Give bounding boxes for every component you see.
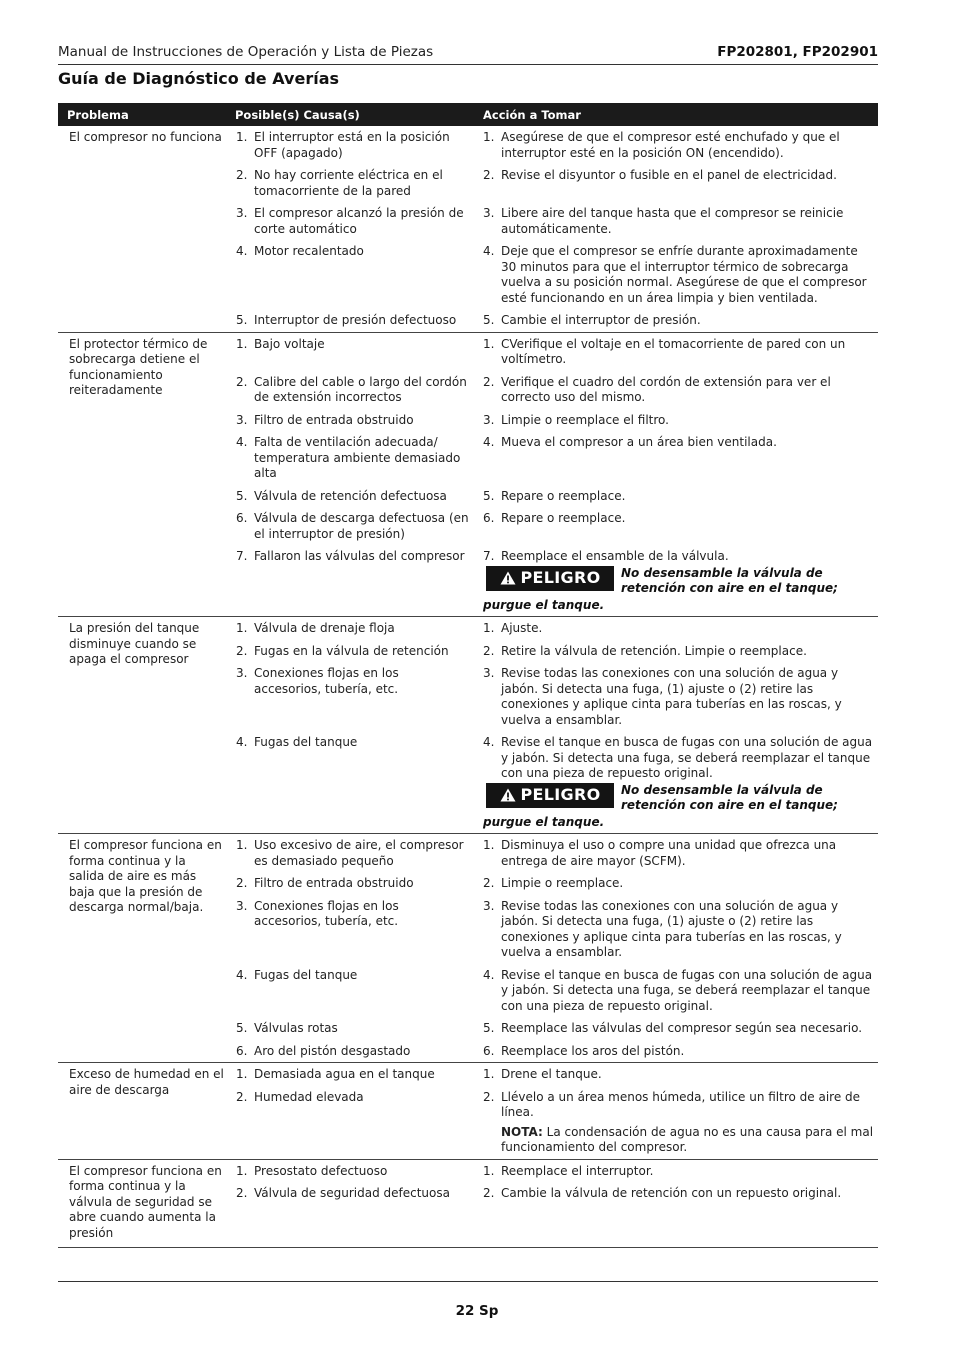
cause-text: Válvula de retención defectuosa	[254, 488, 447, 503]
action-cell	[483, 244, 878, 306]
table-row	[58, 511, 878, 542]
action-number: 1.	[483, 130, 495, 144]
danger-label: PELIGRO	[520, 568, 601, 588]
action-cell-content	[501, 206, 878, 237]
cause-number: 2.	[236, 643, 248, 658]
table-row	[58, 1044, 878, 1060]
cause-cell	[236, 511, 483, 542]
cause-text: Conexiones flojas en los accesorios, tubería, etc.	[254, 898, 399, 928]
model-numbers: FP202801, FP202901	[717, 44, 878, 60]
cause-cell	[236, 1044, 483, 1060]
danger-warning	[58, 566, 878, 614]
cause-number: 1.	[236, 621, 248, 635]
action-cell	[483, 168, 878, 199]
cause-cell	[236, 375, 483, 406]
cause-cell	[236, 313, 483, 329]
action-text: Cambie el interruptor de presión.	[501, 313, 701, 327]
action-number: 7.	[483, 549, 495, 563]
cause-number: 1.	[236, 1163, 248, 1178]
cause-number: 3.	[236, 898, 248, 913]
column-header-problem: Problema	[67, 107, 129, 122]
danger-warning	[58, 783, 878, 831]
action-cell	[483, 1044, 878, 1060]
cause-text: Fugas del tanque	[254, 735, 358, 749]
action-cell-content	[501, 838, 878, 869]
cause-cell	[236, 1164, 483, 1180]
cause-number: 6.	[236, 1043, 248, 1058]
problem-section	[58, 834, 878, 1063]
action-cell-content	[501, 337, 878, 368]
action-cell-content	[501, 168, 878, 199]
cause-cell	[236, 206, 483, 237]
cause-cell	[236, 244, 483, 306]
action-number: 3.	[483, 412, 495, 427]
cause-cell	[236, 435, 483, 482]
action-cell-content	[501, 130, 878, 161]
action-cell	[483, 1164, 878, 1180]
cause-cell	[236, 666, 483, 728]
action-cell	[483, 206, 878, 237]
table-row	[58, 549, 878, 565]
action-cell	[483, 375, 878, 406]
danger-text: No desensamble la válvula de retención con aire en el tanque;	[621, 782, 838, 812]
action-number: 5.	[483, 488, 495, 503]
action-number: 4.	[483, 435, 495, 449]
action-text: Revise todas las conexiones con una solución de agua y jabón. Si detecta una fuga, (1) ajuste o (2) retire las conexiones y aplique cinta para tuberías en las roscas, y vuelva a ensamblar.	[501, 666, 842, 727]
table-row	[58, 413, 878, 429]
problem-section	[58, 1160, 878, 1248]
cause-text: Fugas en la válvula de retención	[254, 643, 449, 658]
action-text: Asegúrese de que el compresor esté enchufado y que el interruptor esté en la posición ON (encendido).	[501, 130, 840, 160]
action-cell-content	[501, 244, 878, 306]
action-text: Mueva el compresor a un área bien ventilada.	[501, 435, 777, 449]
cause-text: El interruptor está en la posición OFF (apagado)	[254, 130, 450, 160]
action-text: Repare o reemplace.	[501, 511, 626, 525]
problem-section	[58, 617, 878, 834]
cause-number: 2.	[236, 168, 248, 182]
problem-text: El compresor funciona en forma continua y la válvula de seguridad se abre cuando aumenta la presión	[69, 1163, 222, 1240]
danger-text-continued: purgue el tanque.	[483, 597, 605, 612]
action-text: Revise el tanque en busca de fugas con una solución de agua y jabón. Si detecta una fuga, se deberá reemplazar el tanque con una pieza de repuesto original.	[501, 735, 873, 780]
action-cell	[483, 621, 878, 637]
cause-cell	[236, 1021, 483, 1037]
action-number: 1.	[483, 838, 495, 852]
cause-number: 5.	[236, 488, 248, 503]
action-cell	[483, 313, 878, 329]
cause-number: 2.	[236, 1186, 248, 1200]
action-text: Verifique el cuadro del cordón de extensión para ver el correcto uso del mismo.	[501, 374, 831, 404]
action-cell	[483, 876, 878, 892]
action-text: Reemplace el interruptor.	[501, 1163, 654, 1178]
action-text: Retire la válvula de retención. Limpie o reemplace.	[501, 643, 807, 658]
table-row	[58, 666, 878, 728]
cause-text: Válvula de seguridad defectuosa	[254, 1186, 450, 1200]
table-row	[58, 313, 878, 329]
cause-cell	[236, 735, 483, 782]
action-cell	[483, 1021, 878, 1037]
table-body	[58, 126, 878, 1248]
danger-text-continued: purgue el tanque.	[483, 814, 605, 829]
table-row	[58, 206, 878, 237]
action-number: 3.	[483, 666, 495, 680]
table-row	[58, 1021, 878, 1037]
page-title: Guía de Diagnóstico de Averías	[58, 69, 340, 88]
cause-text: Demasiada agua en el tanque	[254, 1067, 435, 1081]
cause-text: Fallaron las válvulas del compresor	[254, 549, 465, 563]
action-number: 2.	[483, 168, 495, 182]
action-cell-content	[501, 375, 878, 406]
action-cell	[483, 1090, 878, 1156]
action-cell	[483, 666, 878, 728]
action-text: Repare o reemplace.	[501, 488, 626, 503]
cause-number: 4.	[236, 967, 248, 982]
action-cell-content	[501, 313, 878, 329]
cause-number: 5.	[236, 313, 248, 327]
action-cell	[483, 435, 878, 482]
cause-cell	[236, 1067, 483, 1083]
cause-number: 3.	[236, 412, 248, 427]
action-number: 1.	[483, 1067, 495, 1081]
action-cell-content	[501, 644, 878, 660]
action-number: 6.	[483, 511, 495, 525]
cause-cell	[236, 644, 483, 660]
cause-text: No hay corriente eléctrica en el tomacorriente de la pared	[254, 168, 443, 198]
cause-text: Interruptor de presión defectuoso	[254, 313, 457, 327]
action-text: Reemplace las válvulas del compresor según sea necesario.	[501, 1021, 863, 1035]
action-text: Limpie o reemplace.	[501, 876, 624, 890]
action-cell	[483, 413, 878, 429]
cause-text: Humedad elevada	[254, 1089, 364, 1104]
action-cell-content	[501, 1090, 878, 1156]
cause-number: 2.	[236, 374, 248, 389]
page-number: 22 Sp	[455, 1303, 499, 1319]
action-cell	[483, 838, 878, 869]
cause-cell	[236, 549, 483, 565]
cause-number: 1.	[236, 1067, 248, 1081]
table-header	[58, 103, 878, 126]
action-number: 4.	[483, 967, 495, 982]
table-row	[58, 735, 878, 782]
action-number: 2.	[483, 1186, 495, 1200]
action-cell-content	[501, 876, 878, 892]
manual-title: Manual de Instrucciones de Operación y Lista de Piezas	[58, 44, 434, 60]
note-label: NOTA:	[501, 1124, 543, 1139]
table-row	[58, 968, 878, 1015]
cause-text: Calibre del cable o largo del cordón de extensión incorrectos	[254, 374, 467, 404]
cause-text: Bajo voltaje	[254, 336, 325, 351]
action-text: Limpie o reemplace el filtro.	[501, 412, 669, 427]
action-number: 5.	[483, 1021, 495, 1035]
action-cell-content	[501, 511, 878, 542]
cause-cell	[236, 968, 483, 1015]
action-cell-content	[501, 968, 878, 1015]
action-number: 3.	[483, 898, 495, 913]
action-cell-content	[501, 1186, 878, 1202]
danger-badge	[486, 783, 614, 808]
cause-number: 3.	[236, 206, 248, 220]
action-number: 2.	[483, 876, 495, 890]
cause-number: 7.	[236, 549, 248, 563]
cause-cell	[236, 168, 483, 199]
note	[501, 1125, 874, 1156]
action-text: Libere aire del tanque hasta que el compresor se reinicie automáticamente.	[501, 206, 844, 236]
action-number: 1.	[483, 336, 495, 351]
danger-text: No desensamble la válvula de retención con aire en el tanque;	[621, 565, 838, 595]
action-cell-content	[501, 1021, 878, 1037]
problem-text: El compresor no funciona	[69, 130, 222, 144]
cause-number: 3.	[236, 666, 248, 680]
action-text: Llévelo a un área menos húmeda, utilice un filtro de aire de línea.	[501, 1089, 861, 1119]
cause-cell	[236, 1186, 483, 1202]
cause-cell	[236, 130, 483, 161]
action-cell	[483, 549, 878, 565]
cause-text: Válvula de drenaje floja	[254, 621, 395, 635]
cause-cell	[236, 1090, 483, 1156]
action-number: 4.	[483, 735, 495, 749]
action-cell-content	[501, 1164, 878, 1180]
action-number: 3.	[483, 206, 495, 220]
action-text: Disminuya el uso o compre una unidad que ofrezca una entrega de aire mayor (SCFM).	[501, 838, 837, 868]
cause-text: Motor recalentado	[254, 244, 364, 258]
table-row	[58, 244, 878, 306]
cause-text: Válvula de descarga defectuosa (en el interruptor de presión)	[254, 511, 469, 541]
action-cell-content	[501, 549, 878, 565]
table-row	[58, 489, 878, 505]
action-number: 1.	[483, 621, 495, 635]
action-text: Reemplace los aros del pistón.	[501, 1043, 685, 1058]
action-number: 2.	[483, 374, 495, 389]
cause-number: 6.	[236, 511, 248, 525]
danger-badge	[486, 566, 614, 591]
action-cell	[483, 644, 878, 660]
column-header-action: Acción a Tomar	[483, 107, 581, 122]
cause-cell	[236, 899, 483, 961]
action-text: Revise el disyuntor o fusible en el panel de electricidad.	[501, 168, 837, 182]
cause-cell	[236, 489, 483, 505]
cause-text: Presostato defectuoso	[254, 1163, 388, 1178]
action-cell-content	[501, 413, 878, 429]
cause-text: Filtro de entrada obstruido	[254, 412, 414, 427]
action-cell	[483, 337, 878, 368]
action-cell	[483, 899, 878, 961]
cause-number: 5.	[236, 1021, 248, 1035]
action-cell	[483, 1067, 878, 1083]
cause-text: Aro del pistón desgastado	[254, 1043, 411, 1058]
action-text: CVerifique el voltaje en el tomacorriente de pared con un voltímetro.	[501, 336, 846, 366]
cause-cell	[236, 838, 483, 869]
cause-number: 1.	[236, 336, 248, 351]
problem-section	[58, 1063, 878, 1160]
action-cell-content	[501, 489, 878, 505]
warning-triangle-icon	[500, 788, 516, 802]
problem-text: El compresor funciona en forma continua y la salida de aire es más baja que la presión de descarga normal/baja.	[69, 838, 222, 914]
action-number: 6.	[483, 1043, 495, 1058]
action-cell-content	[501, 1067, 878, 1083]
problem-section	[58, 126, 878, 333]
cause-number: 4.	[236, 244, 248, 258]
action-cell-content	[501, 735, 878, 782]
action-cell	[483, 1186, 878, 1202]
action-text: Deje que el compresor se enfríe durante aproximadamente 30 minutos para que el interruptor térmico de sobrecarga vuelva a su posición normal. Asegúrese de que el compresor esté funcionando en un área limpia y bien ventilada.	[501, 244, 867, 305]
action-number: 2.	[483, 1089, 495, 1104]
action-cell	[483, 489, 878, 505]
cause-number: 4.	[236, 435, 248, 449]
cause-cell	[236, 413, 483, 429]
cause-cell	[236, 876, 483, 892]
action-number: 5.	[483, 313, 495, 327]
cause-text: Falta de ventilación adecuada/ temperatura ambiente demasiado alta	[254, 435, 461, 480]
action-cell	[483, 968, 878, 1015]
action-text: Revise todas las conexiones con una solución de agua y jabón. Si detecta una fuga, (1) ajuste o (2) retire las conexiones y aplique cinta para tuberías en las roscas, y vuelva a ensamblar.	[501, 898, 842, 959]
cause-cell	[236, 621, 483, 637]
action-cell-content	[501, 621, 878, 637]
action-number: 4.	[483, 244, 495, 258]
cause-number: 1.	[236, 838, 248, 852]
cause-cell	[236, 337, 483, 368]
cause-text: Uso excesivo de aire, el compresor es demasiado pequeño	[254, 838, 464, 868]
cause-text: Válvulas rotas	[254, 1021, 338, 1035]
action-number: 2.	[483, 643, 495, 658]
troubleshooting-table	[58, 103, 878, 1248]
footer-divider	[58, 1281, 878, 1282]
problem-text: El protector térmico de sobrecarga detiene el funcionamiento reiteradamente	[69, 336, 208, 397]
table-row	[58, 168, 878, 199]
action-text: Cambie la válvula de retención con un repuesto original.	[501, 1186, 842, 1200]
action-cell-content	[501, 1044, 878, 1060]
table-row	[58, 1090, 878, 1156]
danger-label: PELIGRO	[520, 785, 601, 805]
action-cell	[483, 130, 878, 161]
action-text: Ajuste.	[501, 621, 543, 635]
cause-number: 2.	[236, 876, 248, 890]
header-divider	[58, 64, 878, 65]
action-cell-content	[501, 899, 878, 961]
action-cell-content	[501, 435, 878, 482]
action-cell-content	[501, 666, 878, 728]
action-text: Drene el tanque.	[501, 1067, 602, 1081]
cause-text: El compresor alcanzó la presión de corte automático	[254, 206, 464, 236]
column-header-causes: Posible(s) Causa(s)	[235, 107, 360, 122]
cause-number: 2.	[236, 1089, 248, 1104]
cause-text: Filtro de entrada obstruido	[254, 876, 414, 890]
action-text: Revise el tanque en busca de fugas con una solución de agua y jabón. Si detecta una fuga, se deberá reemplazar el tanque con una pieza de repuesto original.	[501, 967, 873, 1013]
note-text: La condensación de agua no es una causa para el mal funcionamiento del compresor.	[501, 1124, 874, 1154]
cause-text: Fugas del tanque	[254, 967, 358, 982]
warning-triangle-icon	[500, 571, 516, 585]
action-number: 1.	[483, 1163, 495, 1178]
cause-text: Conexiones flojas en los accesorios, tubería, etc.	[254, 666, 399, 696]
table-row	[58, 435, 878, 482]
action-cell	[483, 511, 878, 542]
action-cell	[483, 735, 878, 782]
problem-section	[58, 333, 878, 618]
cause-number: 4.	[236, 735, 248, 749]
cause-number: 1.	[236, 130, 248, 144]
action-text: Reemplace el ensamble de la válvula.	[501, 549, 729, 563]
problem-text: La presión del tanque disminuye cuando se apaga el compresor	[69, 621, 200, 666]
problem-text: Exceso de humedad en el aire de descarga	[69, 1067, 224, 1097]
